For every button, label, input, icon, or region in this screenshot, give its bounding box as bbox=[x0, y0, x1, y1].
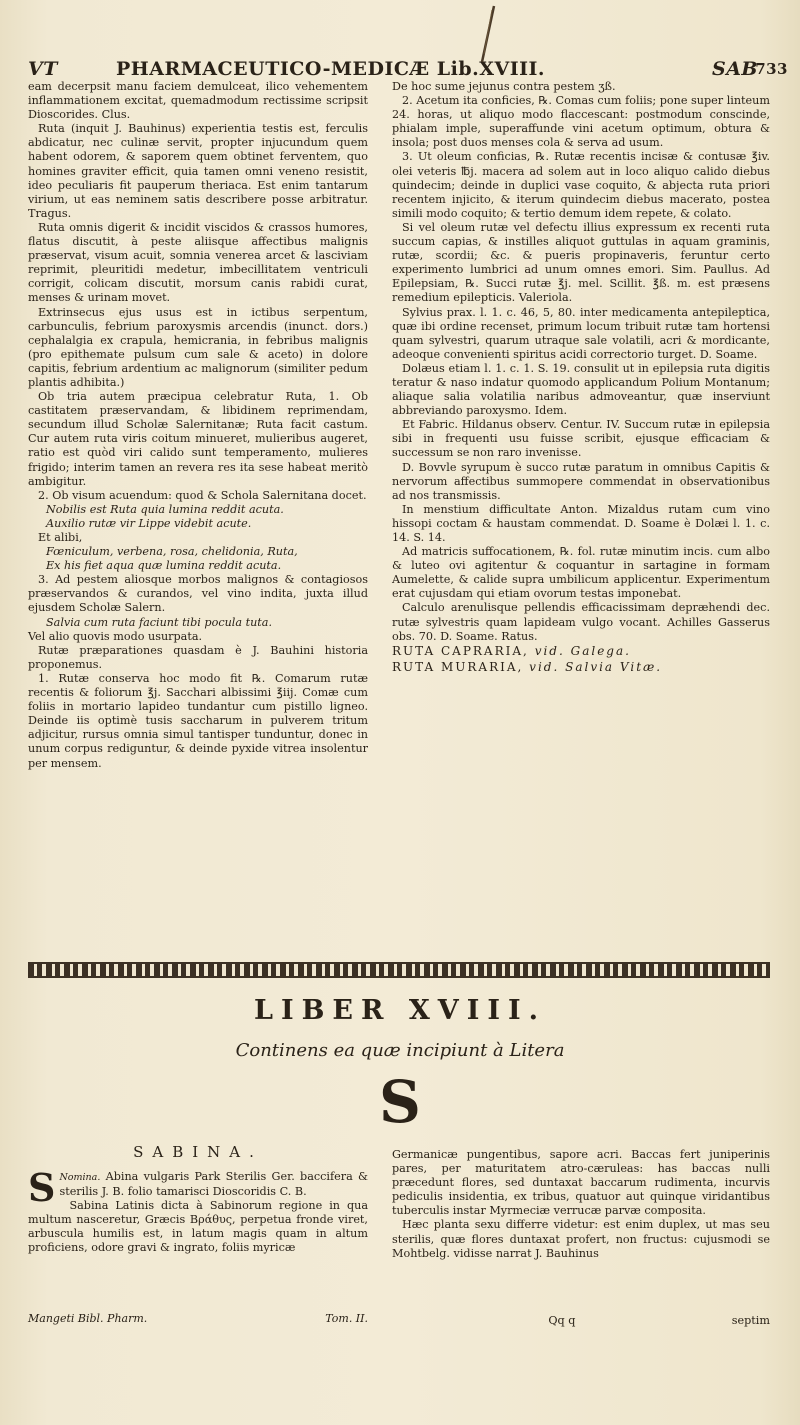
signature-mark: Qq q bbox=[548, 1314, 576, 1327]
book-heading: LIBER XVIII. bbox=[253, 995, 547, 1026]
paragraph: 2. Acetum ita conficies, ℞. Comas cum foliis; pone super linteum 24. horas, ut aliquo modo flaccescant: postmodum conscinde, phialam imple, superaffunde vini acetum optimum, obtura & insola; post duos menses cola & serva ad usum. bbox=[392, 94, 770, 150]
right-column-bottom bbox=[392, 1148, 770, 1261]
catchword: septim bbox=[731, 1314, 770, 1327]
cross-reference-name: RUTA MURARIA bbox=[392, 659, 518, 674]
paragraph: De hoc sume jejunus contra pestem ʒß. bbox=[392, 80, 616, 93]
cross-reference: RUTA MURARIA, vid. Salvia Vitæ. bbox=[392, 659, 663, 674]
drop-cap: S bbox=[28, 1165, 56, 1210]
cross-reference-target: vid. Galega. bbox=[534, 643, 631, 658]
ornamental-divider bbox=[28, 962, 770, 978]
cross-reference: RUTA CAPRARIA, vid. Galega. bbox=[392, 643, 631, 658]
footer-row bbox=[28, 1312, 368, 1325]
left-column-bottom bbox=[28, 1165, 369, 1256]
running-head-title: PHARMACEUTICO-MEDICÆ Lib.XVIII. bbox=[116, 58, 546, 80]
paragraph: Dolæus etiam l. 1. c. 1. S. 19. consulit ut in epilepsia ruta digitis teratur & naso indatur quomodo applicandum Polium Montanum; aliaque salia volatilia naribus admoveantur, quæ inserviunt abbreviando paroxysmo. Idem. bbox=[392, 361, 770, 418]
paragraph: 2. Ob visum acuendum: quod & Schola Salernitana docet. bbox=[38, 488, 367, 502]
verse-line: Ex his fiet aqua quæ lumina reddit acuta. bbox=[46, 559, 282, 573]
paragraph: Sylvius prax. l. 1. c. 46, 5, 80. inter medicamenta antepileptica, quæ ibi ordine recenset, primum locum tribuit rutæ tam hortensi quam sylvestri, quarum utraque sale volatili, acri & mordicante, adeoque convenienti spiritus acidi correctorio turget. D. Soame. bbox=[392, 305, 770, 361]
paragraph: Hæc planta sexu differre videtur: est enim duplex, ut mas seu sterilis, quæ flores duntaxat profert, non fructus: cujusmodi se Mohtbelg. vidisse narrat J. Bauhinus bbox=[392, 1218, 770, 1260]
left-column-top bbox=[28, 80, 368, 771]
paragraph: Ruta omnis digerit & incidit viscidos & crassos humores, flatus discutit, à peste aliisque affectibus malignis præservat, visum acuit, somnia venerea arcet & lasciviam reprimit, pleuritidi medetur, imbecillitatem ventriculi corrigit, colicam discutit, morsum canis rabidi curat, menses & urinam movet. bbox=[28, 220, 368, 305]
paragraph: Et Fabric. Hildanus observ. Centur. IV. Succum rutæ in epilepsia sibi in frequenti usu fuisse scribit, ejusque efficaciam & successum se non raro invenisse. bbox=[392, 418, 770, 460]
paragraph: D. Bovvle syrupum è succo rutæ paratum in omnibus Capitis & nervorum affectibus summopere commendat in observationibus ad nos transmissis. bbox=[392, 460, 770, 502]
paragraph: 3. Ad pestem aliosque morbos malignos & contagiosos præservandos & curandos, vel vino indita, juxta illud ejusdem Scholæ Salern. bbox=[28, 573, 368, 615]
paragraph: Sabina Latinis dicta à Sabinorum regione in qua multum nasceretur, Græcis Βράθυς, perpetua fronde viret, arbuscula humilis est, in latum magis quam in altum proficiens, odore gravi & ingrato, foliis myricæ bbox=[28, 1199, 368, 1255]
book-subheading: Continens ea quæ incipiunt à Litera bbox=[235, 1040, 565, 1061]
paragraph: Rutæ præparationes quasdam è J. Bauhini historia proponemus. bbox=[28, 643, 368, 671]
page-number: 733 bbox=[755, 60, 788, 78]
paragraph: eam decerpsit manu faciem demulceat, ilico vehementem inflammationem excitat, quemadmodum rectissime scripsit Dioscorides. Clus. bbox=[28, 80, 368, 122]
verse-line: Nobilis est Ruta quia lumina reddit acuta. bbox=[46, 502, 284, 516]
paragraph bbox=[28, 1165, 369, 1210]
paragraph: Germanicæ pungentibus, sapore acri. Baccas fert juniperinis pares, per maturitatem atro-cæruleas: has baccas nulli præcedunt flores, sed duntaxat baccarum rudimenta, incurvis pediculis insidentia, ex tribus, quatuor aut quinque viridantibus tuberculis instar Myrmeciæ verrucæ parvæ composita. bbox=[392, 1148, 770, 1218]
margin-note: Nomina. bbox=[59, 1172, 101, 1183]
verse-line: Fœniculum, verbena, rosa, chelidonia, Ruta, bbox=[46, 545, 298, 559]
paragraph: In menstium difficultate Anton. Mizaldus rutam cum vino hissopi coctam & haustam commendat. D. Soame è Dolæi l. 1. c. 14. S. 14. bbox=[392, 502, 770, 544]
ink-stroke-mark bbox=[478, 4, 498, 64]
paragraph: Calculo arenulisque pellendis efficacissimam depræhendi dec. rutæ sylvestris quam lapideam vulgo vocant. Achilles Gasserus obs. 70. D. Soame. Ratus. bbox=[392, 601, 770, 643]
right-column-top bbox=[392, 80, 770, 674]
footer-volume: Tom. II. bbox=[325, 1312, 368, 1325]
entry-heading: SABINA. bbox=[133, 1143, 263, 1161]
signature-row bbox=[392, 1314, 770, 1328]
paragraph: Ad matricis suffocationem, ℞. fol. rutæ minutim incis. cum albo & luteo ovi agitentur & coquantur in sartagine in formam Aumelette, & calide supra umbilicum applicentur. Experimentum erat cujusdam qui etiam ovorum testas imponebat. bbox=[392, 545, 770, 601]
running-head-left: VT bbox=[28, 58, 58, 80]
paragraph: Ruta (inquit J. Bauhinus) experientia testis est, ferculis abdicatur, nec culinæ servit, propter injucundum quem habent odorem, & saporem quem obtinet ferventem, quo homines graviter efficit, quia tamen omni veneno resistit, ideo peculiaris fit pauperum theriaca. Est enim tantarum virium, ut eas neminem satis describere posse arbitratur. Tragus. bbox=[28, 122, 368, 220]
paragraph: Et alibi, bbox=[38, 531, 83, 544]
running-head-right: SAB bbox=[711, 58, 758, 80]
paragraph: Vel alio quovis modo usurpata. bbox=[28, 629, 203, 643]
footer-title: Mangeti Bibl. Pharm. bbox=[28, 1312, 148, 1325]
paragraph: Si vel oleum rutæ vel defectu illius expressum ex recenti ruta succum capias, & instilles aliquot guttulas in aquam graminis, rutæ, scordii; &c. & pueris propinaveris, feruntur certo experimento lumbrici ad unum omnes emori. Sim. Paullus. Ad Epilepsiam, ℞. Succi rutæ ℥j. mel. Scillit. ℥ß. m. est præsens remedium epilepticis. Valeriola. bbox=[392, 220, 770, 305]
verse-line: Auxilio rutæ vir Lippe videbit acute. bbox=[46, 516, 252, 530]
paragraph: Ob tria autem præcipua celebratur Ruta, 1. Ob castitatem præservandam, & libidinem reprimendam, secundum illud Scholæ Salernitanæ; Ruta facit castum. Cur autem ruta viris coitum minueret, mulieribus augeret, ratio est quòd viri calido sunt temperamento, mulieres frigido; interim tamen an revera res ita sese habeat meritò ambigitur. bbox=[28, 390, 368, 488]
verse-line: Salvia cum ruta faciunt tibi pocula tuta. bbox=[46, 615, 273, 629]
paragraph: 1. Rutæ conserva hoc modo fit ℞. Comarum rutæ recentis & foliorum ℥j. Sacchari albissimi ℥iij. Comæ cum foliis in mortario lapideo tundantur cum pistillo ligneo. Deinde iis optimè tusis saccharum in pulverem tritum adjicitur, rursus omnia simul tantisper tunduntur, donec in unum corpus rediguntur, & deinde pyxide vitrea insolentur per mensem. bbox=[28, 671, 368, 770]
cross-reference-name: RUTA CAPRARIA bbox=[392, 643, 524, 658]
paragraph-text: Abina vulgaris Park Sterilis Ger. baccifera & sterilis J. B. folio tamarisci Dioscoridis C. B. bbox=[59, 1170, 369, 1199]
cross-reference-target: vid. Salvia Vitæ. bbox=[529, 659, 663, 674]
paragraph: Extrinsecus ejus usus est in ictibus serpentum, carbunculis, febrium paroxysmis arcendis (inunct. dors.) cephalalgia ex crapula, hemicrania, in febribus malignis (pro epithemate pulsum cum sale & aceto) in dolore capitis, febrium ardentium ac malignorum (similiter pedum plantis adhibita.) bbox=[28, 305, 368, 389]
section-letter: S bbox=[379, 1068, 421, 1136]
paragraph: 3. Ut oleum conficias, ℞. Rutæ recentis incisæ & contusæ ℥iv. olei veteris ℔j. macera ad solem aut in loco aliquo calido diebus quindecim; deinde in duplici vase coquito, & abjecta ruta priori recentem injicito, & iterum quindecim diebus macerato, postea simili modo coquito; & tertio demum idem repete, & colato. bbox=[392, 150, 770, 220]
